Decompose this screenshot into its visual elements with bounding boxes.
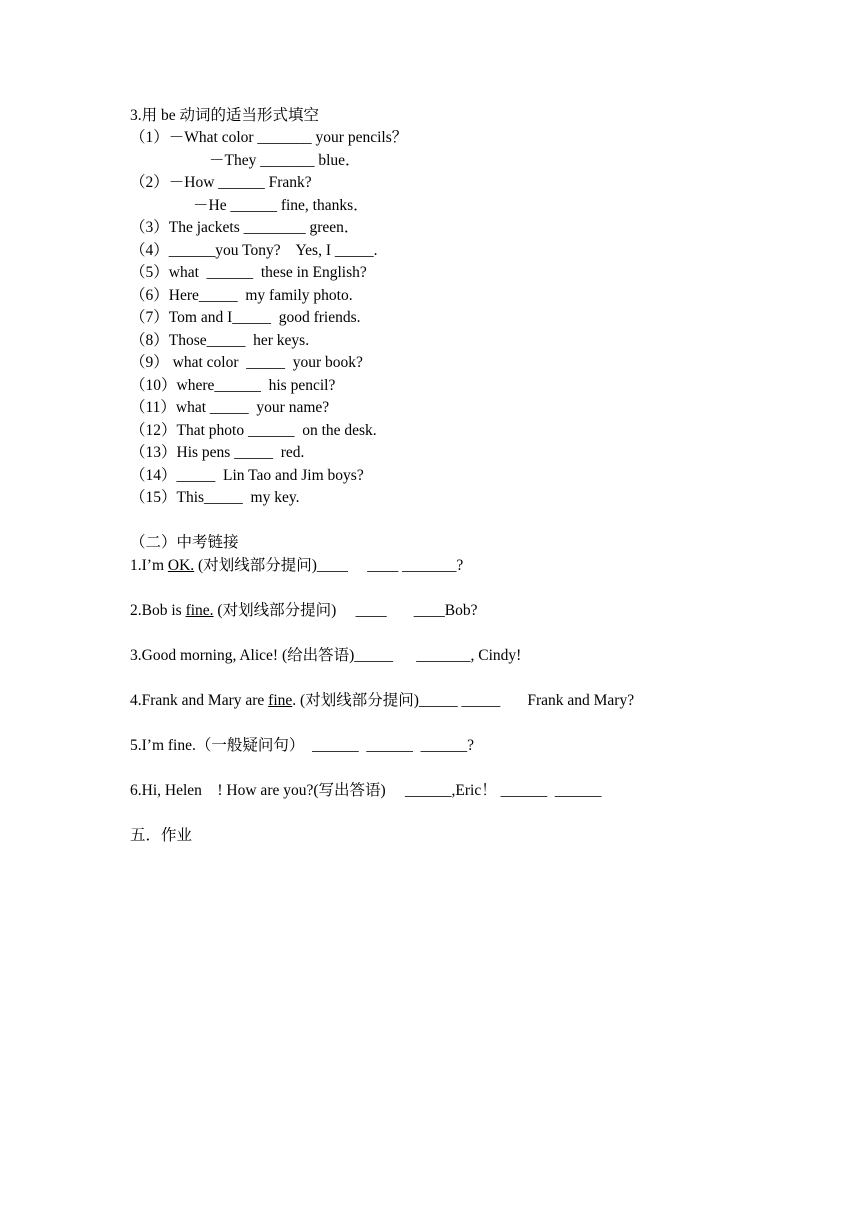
q2-underlined: fine. [185,602,214,619]
exercise-item-6: （6）Here_____ my family photo. [130,287,353,304]
exam-question-5: 5.I’m fine.（一般疑问句） ______ ______ ______? [130,737,474,754]
section3-heading: 3.用 be 动词的适当形式填空 [130,107,320,124]
q1-underlined: OK. [167,557,195,574]
exercise-item-9: （9） what color _____ your book? [130,354,363,371]
q4-underlined: fine [268,692,293,709]
q4-rest: . (对划线部分提问)_____ _____ Frank and Mary? [292,692,635,709]
exercise-item-15: （15）This_____ my key. [130,489,300,506]
exercise-item-2-answer: －He ______ fine, thanks． [193,197,369,214]
exercise-item-1-answer: －They _______ blue． [209,152,361,169]
exercise-item-11: （11）what _____ your name? [130,399,330,416]
exam-question-6: 6.Hi, Helen ! How are you?(写出答语) ______,Eric！ ______ ______ [130,782,602,799]
exam-section-heading: （二）中考链接 [130,534,239,551]
q2-text: 2.Bob is [130,602,186,619]
exercise-item-5: （5）what ______ these in English? [130,264,367,281]
exam-question-3: 3.Good morning, Alice! (给出答语)_____ _______, Cindy! [130,647,522,664]
q1-text: 1.I’m [130,557,168,574]
exercise-item-1: （1）－What color _______ your pencils？ [130,129,408,146]
q4-text: 4.Frank and Mary are [130,692,269,709]
exercise-item-4: （4）______you Tony? Yes, I _____. [130,242,378,259]
exercise-item-10: （10）where______ his pencil? [130,377,336,394]
exercise-item-7: （7）Tom and I_____ good friends. [130,309,361,326]
exercise-item-14: （14）_____ Lin Tao and Jim boys? [130,467,364,484]
exam-question-2 [130,601,477,621]
exercise-item-8: （8）Those_____ her keys. [130,332,310,349]
exercise-item-2: （2）－How ______ Frank? [130,174,312,191]
exam-question-4 [130,691,634,711]
q1-rest: (对划线部分提问)____ ____ _______? [194,557,464,574]
exercise-item-3: （3）The jackets ________ green． [130,219,360,236]
q2-rest: (对划线部分提问) ____ ____Bob? [213,602,478,619]
exercise-item-12: （12）That photo ______ on the desk. [130,422,377,439]
exam-question-1 [130,556,463,576]
exercise-item-13: （13）His pens _____ red. [130,444,305,461]
homework-heading: 五．作业 [130,827,193,844]
